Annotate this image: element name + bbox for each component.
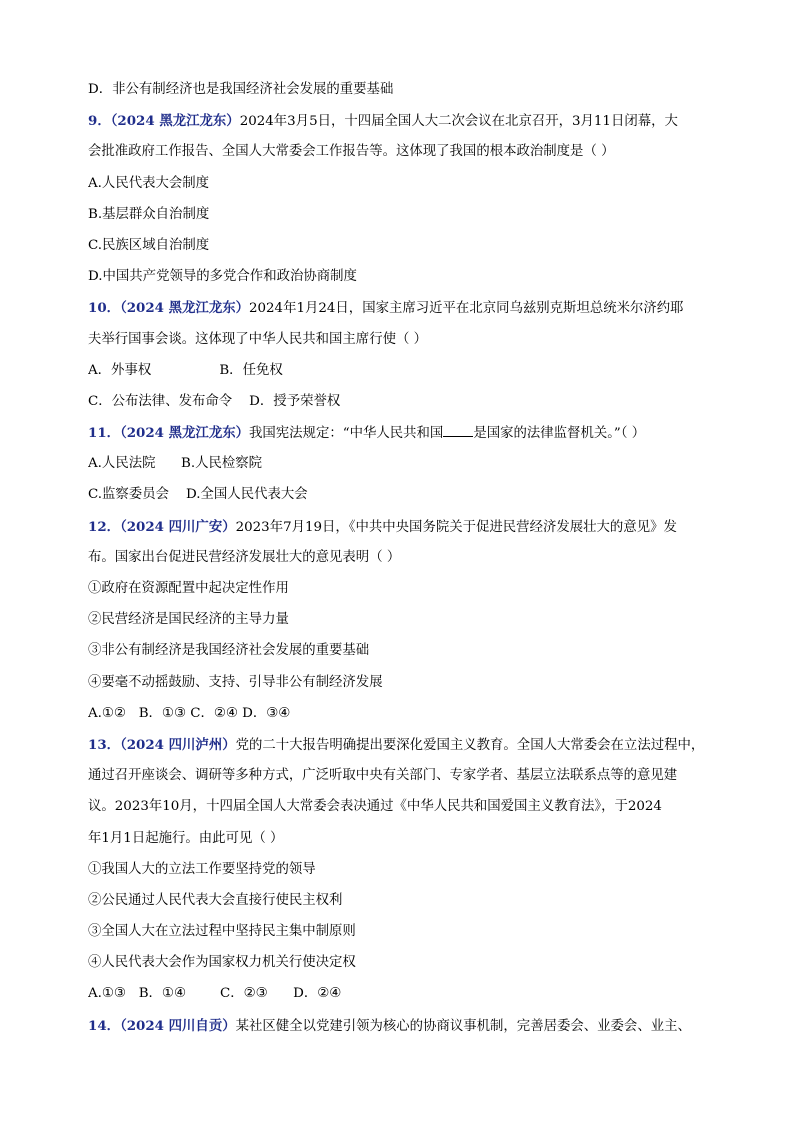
q12-statement-3: ③非公有制经济是我国经济社会发展的重要基础 <box>88 643 370 659</box>
q13-stem-line-4: 年1月1日起施行。由此可见（ ） <box>88 830 284 846</box>
q11-blank <box>443 422 473 437</box>
q10-options-cd: C．公布法律、发布命令 D．授予荣誉权 <box>88 393 341 409</box>
q14-stem-line-1 <box>88 1014 708 1045</box>
q12-answer-options: A.①② B．①③ C．②④ D．③④ <box>88 705 291 721</box>
q12-stem-line-2: 布。国家出台促进民营经济发展壮大的意见表明（ ） <box>88 549 401 565</box>
q13-number: 13． <box>88 736 121 753</box>
q10-stem-line-1 <box>88 296 708 327</box>
q13-statement-3: ③全国人大在立法过程中坚持民主集中制原则 <box>88 924 356 940</box>
q13-statement-4: ④人民代表大会作为国家权力机关行使决定权 <box>88 955 356 971</box>
q9-option-d: D.中国共产党领导的多党合作和政治协商制度 <box>88 269 357 285</box>
q10-options-ab: A．外事权 B．任免权 <box>88 362 283 378</box>
q9-option-c: C.民族区域自治制度 <box>88 237 210 253</box>
q11-source: （2024 黑龙江龙东） <box>120 425 249 442</box>
q10-number: 10． <box>88 300 121 317</box>
q11-number: 11． <box>88 425 121 442</box>
q10-source: （2024 黑龙江龙东） <box>120 300 249 317</box>
q14-number: 14． <box>88 1017 121 1034</box>
q10-stem-line-2: 夫举行国事会谈。这体现了中华人民共和国主席行使（ ） <box>88 331 428 347</box>
q11-options-ab: A.人民法院 B.人民检察院 <box>88 456 263 472</box>
q13-statement-1: ①我国人大的立法工作要坚持党的领导 <box>88 861 316 877</box>
q12-statement-1: ①政府在资源配置中起决定性作用 <box>88 581 289 596</box>
q12-statement-4: ④要毫不动摇鼓励、支持、引导非公有制经济发展 <box>88 674 383 690</box>
q11-text-a: 我国宪法规定：“中华人民共和国 <box>249 426 444 442</box>
q13-stem-line-2: 通过召开座谈会、调研等多种方式，广泛听取中央有关部门、专家学者、基层立法联系点等的意见建 <box>88 768 678 784</box>
q9-text-1: 2024年3月5日，十四届全国人大二次会议在北京召开，3月11日闭幕，大 <box>239 114 678 130</box>
q9-option-a: A.人民代表大会制度 <box>88 175 210 191</box>
q12-stem-line-1 <box>88 515 708 546</box>
document-page <box>88 78 708 1045</box>
q9-stem-line-1 <box>88 109 708 140</box>
q13-text-1: 党的二十大报告明确提出要深化爱国主义教育。全国人大常委会在立法过程中， <box>235 737 705 753</box>
q9-number: 9． <box>88 113 111 130</box>
q11-stem <box>88 421 708 452</box>
q8-option-d: D．非公有制经济也是我国经济社会发展的重要基础 <box>88 82 394 97</box>
q14-source: （2024 四川自贡） <box>120 1017 236 1034</box>
q13-statement-2: ②公民通过人民代表大会直接行使民主权利 <box>88 892 343 908</box>
q12-text-1: 2023年7月19日，《中共中央国务院关于促进民营经济发展壮大的意见》发 <box>235 519 677 535</box>
q11-text-b: 是国家的法律监督机关。”（ ） <box>473 426 646 442</box>
q9-stem-line-2: 会批准政府工作报告、全国人大常委会工作报告等。这体现了我国的根本政治制度是（ ） <box>88 144 615 160</box>
q13-stem-line-3: 议。2023年10月，十四届全国人大常委会表决通过《中华人民共和国爱国主义教育法》，于2024 <box>88 799 662 815</box>
q12-statement-2: ②民营经济是国民经济的主导力量 <box>88 612 289 628</box>
q9-source: （2024 黑龙江龙东） <box>110 113 240 130</box>
q12-number: 12． <box>88 518 121 535</box>
q10-text-1: 2024年1月24日，国家主席习近平在北京同乌兹别克斯坦总统米尔济约耶 <box>249 301 684 317</box>
q9-option-b: B.基层群众自治制度 <box>88 206 210 222</box>
q13-source: （2024 四川泸州） <box>120 736 236 753</box>
q13-answer-options: A.①③ B．①④ C．②③ D．②④ <box>88 986 342 1002</box>
q14-text-1: 某社区健全以党建引领为核心的协商议事机制，完善居委会、业委会、业主、 <box>235 1018 691 1034</box>
q13-stem-line-1 <box>88 733 708 764</box>
q12-source: （2024 四川广安） <box>120 518 236 535</box>
q11-options-cd: C.监察委员会 D.全国人民代表大会 <box>88 487 308 503</box>
